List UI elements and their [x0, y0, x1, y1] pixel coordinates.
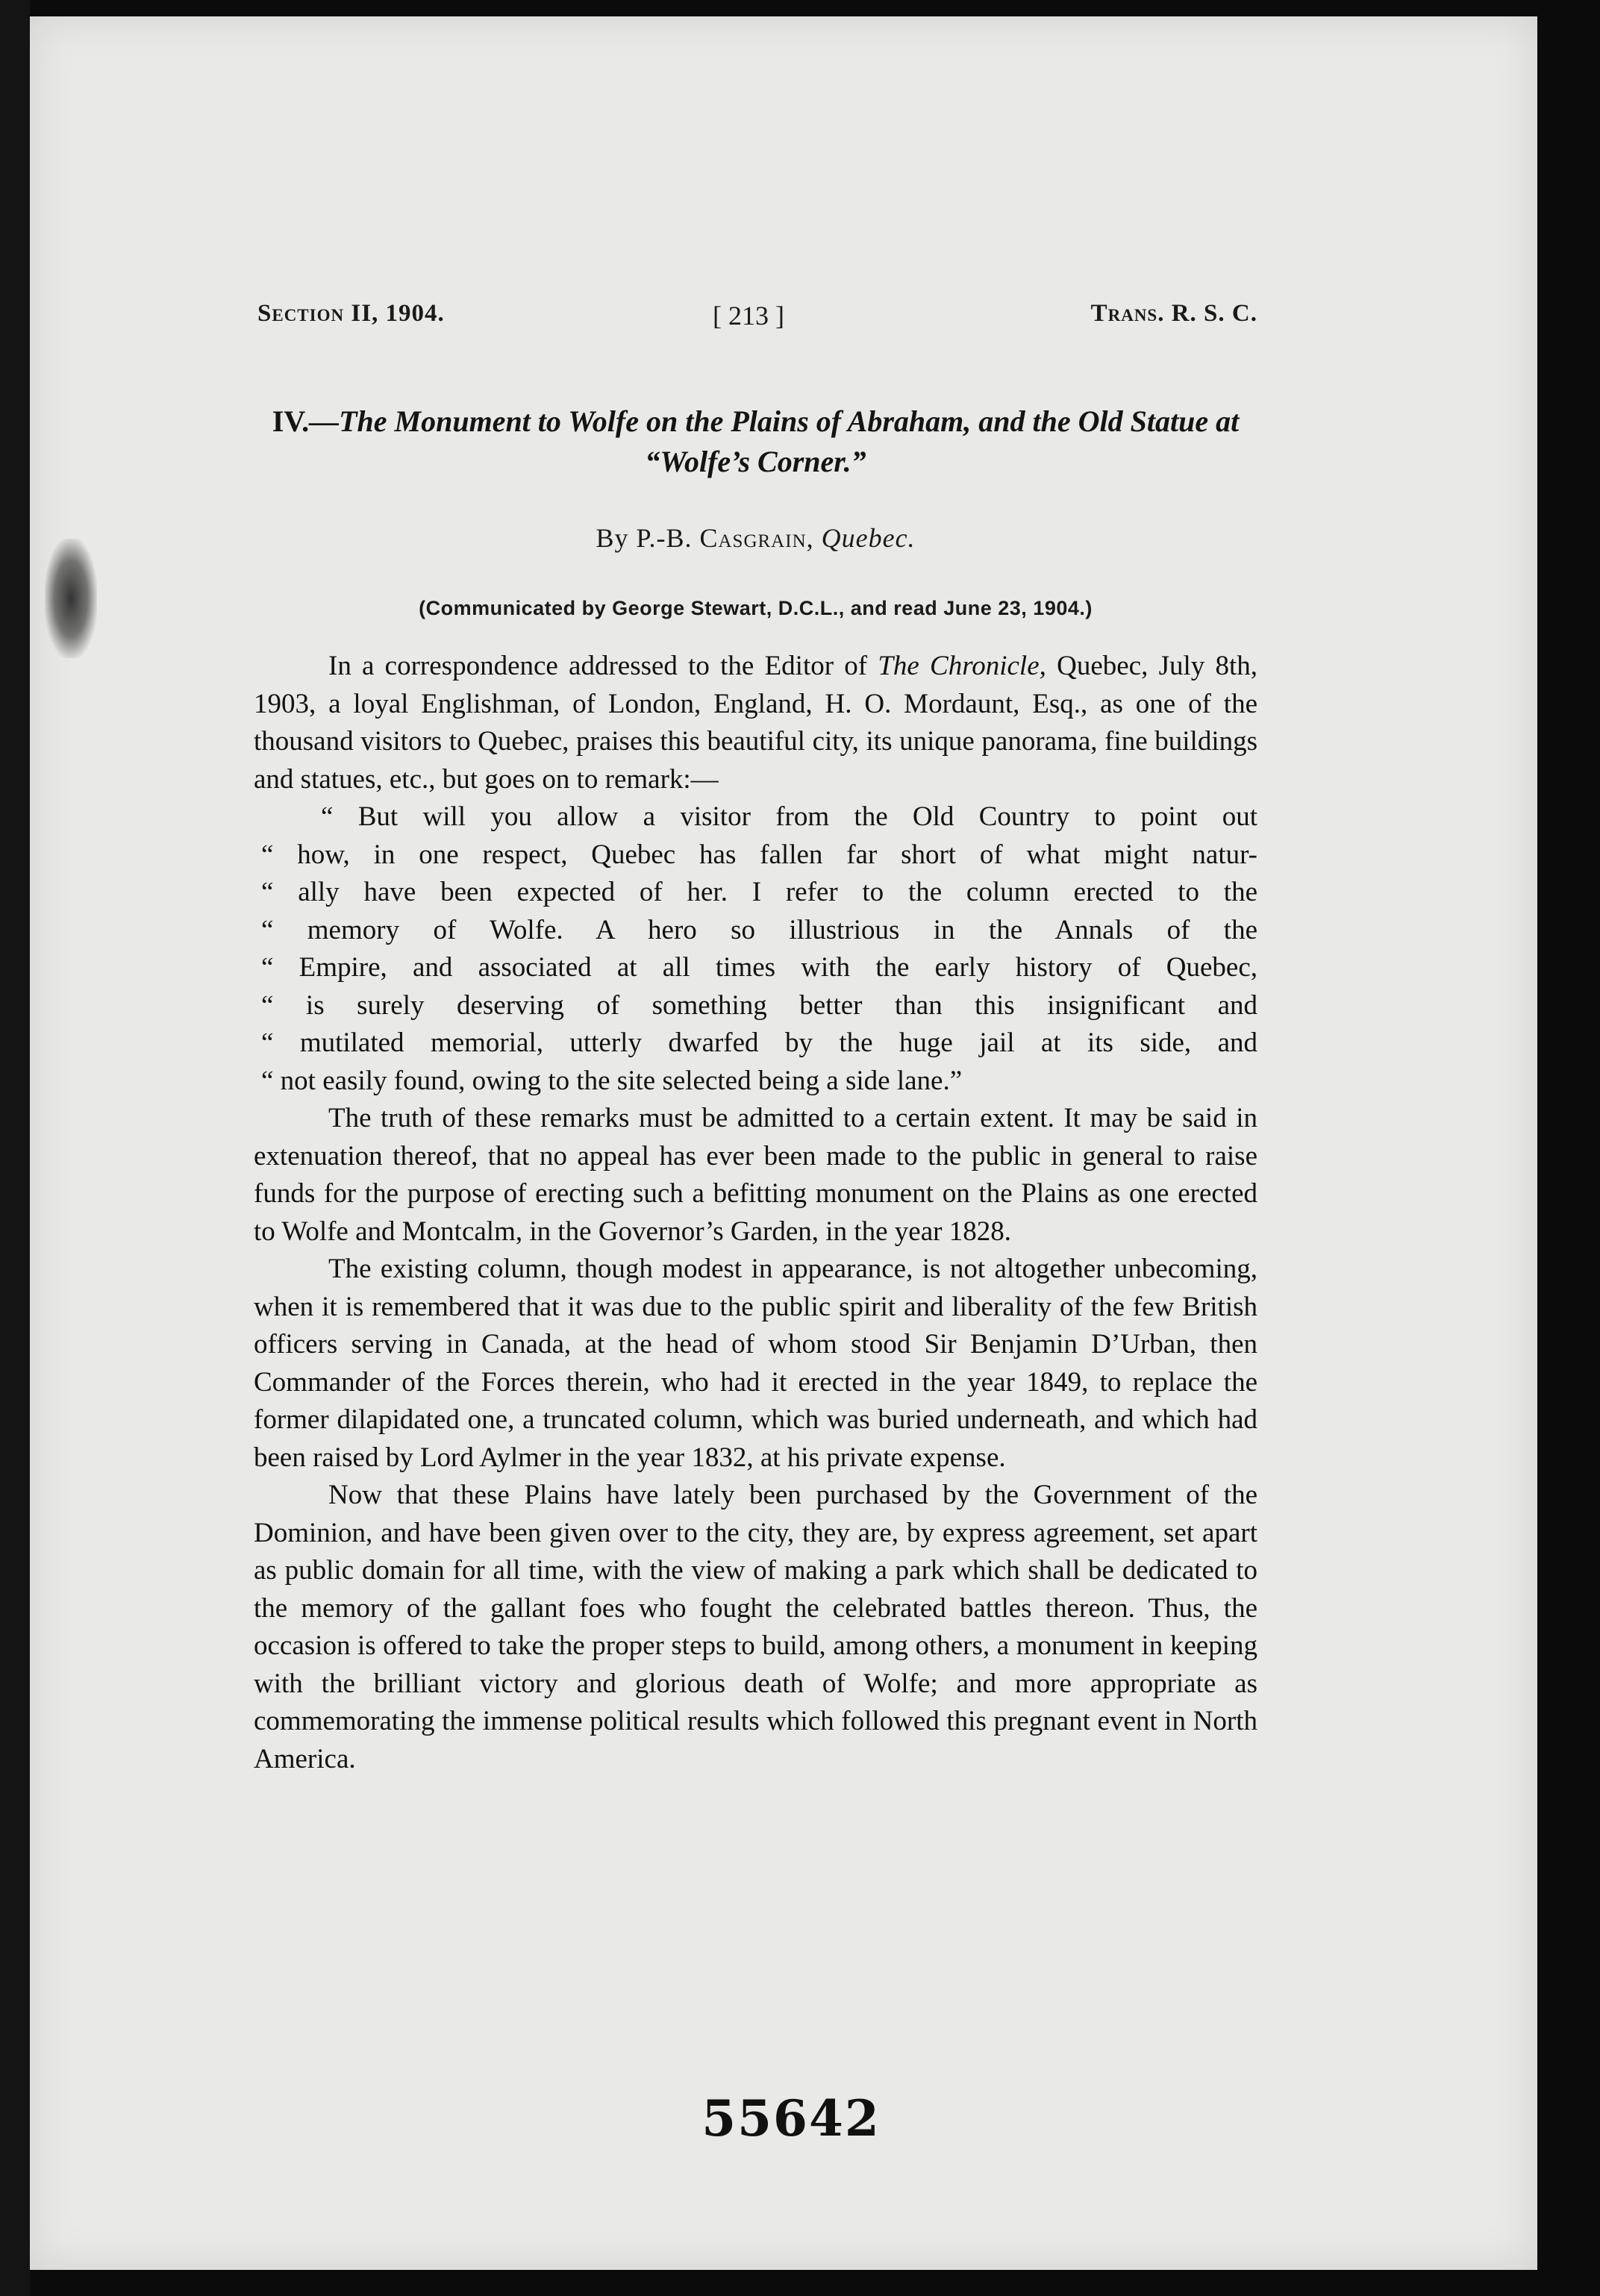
section-label: Section II, 1904.: [257, 300, 445, 327]
byline-prefix: By: [596, 523, 629, 553]
ink-smudge: [45, 539, 97, 658]
quote-line: “ Empire, and associated at all times with the early history of Quebec,: [261, 952, 1257, 983]
quote-line: “ how, in one respect, Quebec has fallen far short of what might natur-: [261, 839, 1257, 870]
author-name: P.-B. Casgrain,: [636, 523, 814, 553]
stamp-number: 55642: [701, 2089, 881, 2148]
article-numeral: IV.: [272, 404, 310, 438]
article-title: [254, 401, 1257, 482]
communicated-note: (Communicated by George Stewart, D.C.L., and read June 23, 1904.): [419, 597, 1093, 619]
paragraph-1: In a correspondence addressed to the Editor of The Chronicle, Quebec, July 8th, 1903, a loyal Englishman, of London, England, H. O. Mordaunt, Esq., as one of the thousand visitors to Quebec, praises this beautiful city, its unique panorama, fine buildings and statues, etc., but goes on to remark:—: [254, 651, 1257, 795]
quote-line: “ But will you allow a visitor from the Old Country to point out: [321, 801, 1257, 832]
paragraph-3: The existing column, though modest in appearance, is not altogether unbecoming, when it is remembered that it was due to the public spirit and liberality of the few British officers serving in Canada, at the head of whom stood Sir Benjamin D’Urban, then Commander of the Forces therein, who had it erected in the year 1849, to replace the former dilapidated one, a truncated column, which was buried underneath, and which had been raised by Lord Aylmer in the year 1832, at his private expense.: [254, 1254, 1257, 1473]
quote-line: “ is surely deserving of something better than this insignificant and: [261, 989, 1257, 1021]
quote-line: “ memory of Wolfe. A hero so illustrious in the Annals of the: [261, 914, 1257, 945]
page-folio: [ 213 ]: [713, 301, 784, 331]
scan-border: [0, 0, 30, 2296]
author-place: Quebec.: [821, 523, 916, 553]
quote-line: “ ally have been expected of her. I refer to the column erected to the: [261, 877, 1257, 907]
running-head: [228, 300, 1257, 337]
journal-abbrev: Trans. R. S. C.: [1090, 300, 1257, 327]
paragraph-2: The truth of these remarks must be admitted to a certain extent. It may be said in extenuation thereof, that no appeal has ever been made to the public in general to raise funds for the purpose of erecting such a befitting monument on the Plains as one erected to Wolfe and Montcalm, in the Governor’s Garden, in the year 1828.: [254, 1103, 1257, 1247]
quote-line: “ mutilated memorial, utterly dwarfed by the huge jail at its side, and: [261, 1027, 1257, 1058]
block-quote: [254, 798, 1257, 1100]
byline: [254, 522, 1257, 554]
quote-line: “ not easily found, owing to the site selected being a side lane.”: [261, 1065, 963, 1096]
article-title-text: —The Monument to Wolfe on the Plains of Abraham, and the Old Statue at “Wolfe’s Corner.”: [309, 404, 1240, 478]
journal-title: The Chronicle,: [878, 651, 1046, 681]
paragraph-4: Now that these Plains have lately been purchased by the Government of the Dominion, and have been given over to the city, they are, by express agreement, set apart as public domain for all time, with the view of making a park which shall be dedicated to the memory of the gallant foes who fought the celebrated battles thereon. Thus, the occasion is offered to take the proper steps to build, among others, a monument in keeping with the brilliant victory and glorious death of Wolfe; and more appropriate as commemorating the immense political results which followed this pregnant event in North America.: [254, 1480, 1257, 1774]
article-body: [254, 648, 1257, 1778]
